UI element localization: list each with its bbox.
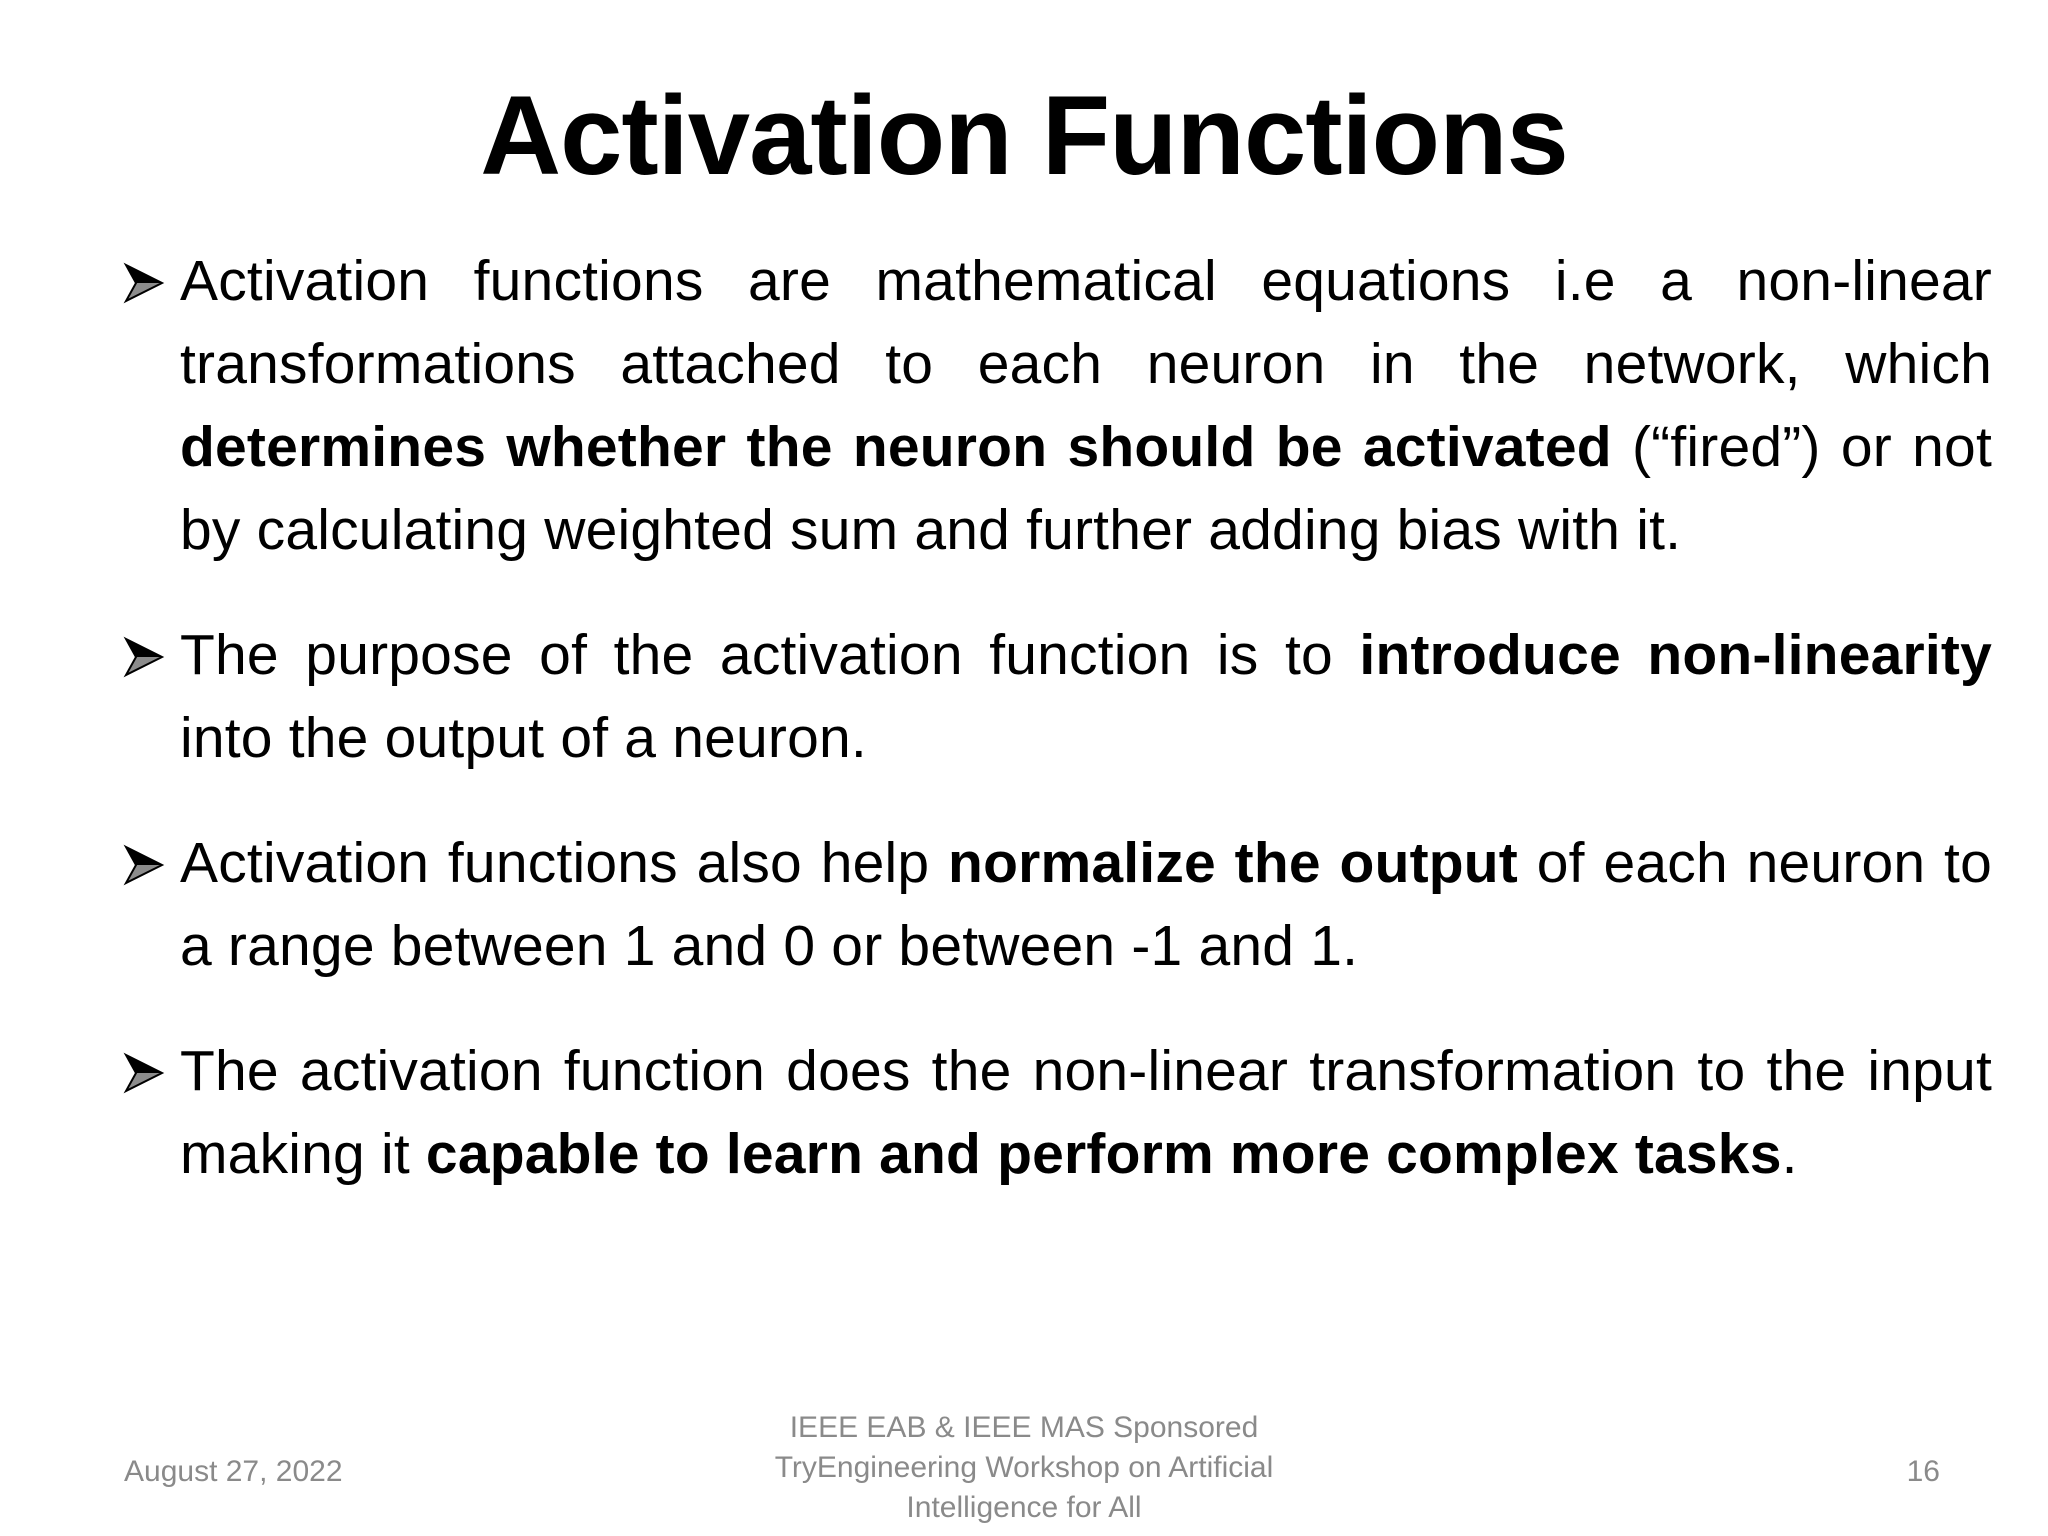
bullet-text-emphasis: determines whether the neuron should be activated xyxy=(180,415,1612,479)
bullet-text-segment: into the output of a neuron. xyxy=(180,706,867,770)
footer-event-title xyxy=(724,1408,1324,1528)
bullet-text-segment: of each neuron to a range between 1 and 0 or between -1 and 1. xyxy=(180,831,1992,978)
footer-event-line: Intelligence for All xyxy=(906,1491,1142,1524)
arrowhead-bullet-icon xyxy=(122,635,166,679)
bullet-text-segment: . xyxy=(1781,1122,1798,1186)
bullet-text-emphasis: capable to learn and perform more complex tasks xyxy=(425,1122,1782,1186)
bullet-text xyxy=(180,1039,1992,1186)
slide-title: Activation Functions xyxy=(480,73,1568,198)
bullet-text-segment: The purpose of the activation function is to xyxy=(180,623,1360,687)
bullet-text xyxy=(180,249,1992,562)
footer-date: August 27, 2022 xyxy=(124,1455,343,1488)
bullet-text xyxy=(180,831,1992,978)
bullet-item xyxy=(122,614,1992,780)
bullet-text-segment: The activation function does the non-linear transformation to the input making it xyxy=(180,1039,1992,1186)
footer-event-line: IEEE EAB & IEEE MAS Sponsored xyxy=(789,1411,1259,1444)
bullet-text-emphasis: introduce non-linearity xyxy=(1359,623,1992,687)
arrowhead-bullet-icon xyxy=(122,1051,166,1095)
bullet-list xyxy=(122,240,1992,1196)
bullet-item xyxy=(122,1030,1992,1196)
bullet-text-segment: Activation functions are mathematical equations i.e a non-linear transformations attached to each neuron in the network, which xyxy=(180,249,1992,396)
bullet-text-emphasis: normalize the output xyxy=(948,831,1518,895)
bullet-item xyxy=(122,240,1992,572)
bullet-text-segment: (“fired”) or not by calculating weighted sum and further adding bias with it. xyxy=(180,415,1992,562)
bullet-text xyxy=(180,623,1992,770)
footer-event-line: TryEngineering Workshop on Artificial xyxy=(774,1451,1274,1484)
footer-page-number: 16 xyxy=(1906,1455,1940,1488)
arrowhead-bullet-icon xyxy=(122,261,166,305)
arrowhead-bullet-icon xyxy=(122,843,166,887)
bullet-item xyxy=(122,822,1992,988)
bullet-text-segment: Activation functions also help xyxy=(180,831,949,895)
